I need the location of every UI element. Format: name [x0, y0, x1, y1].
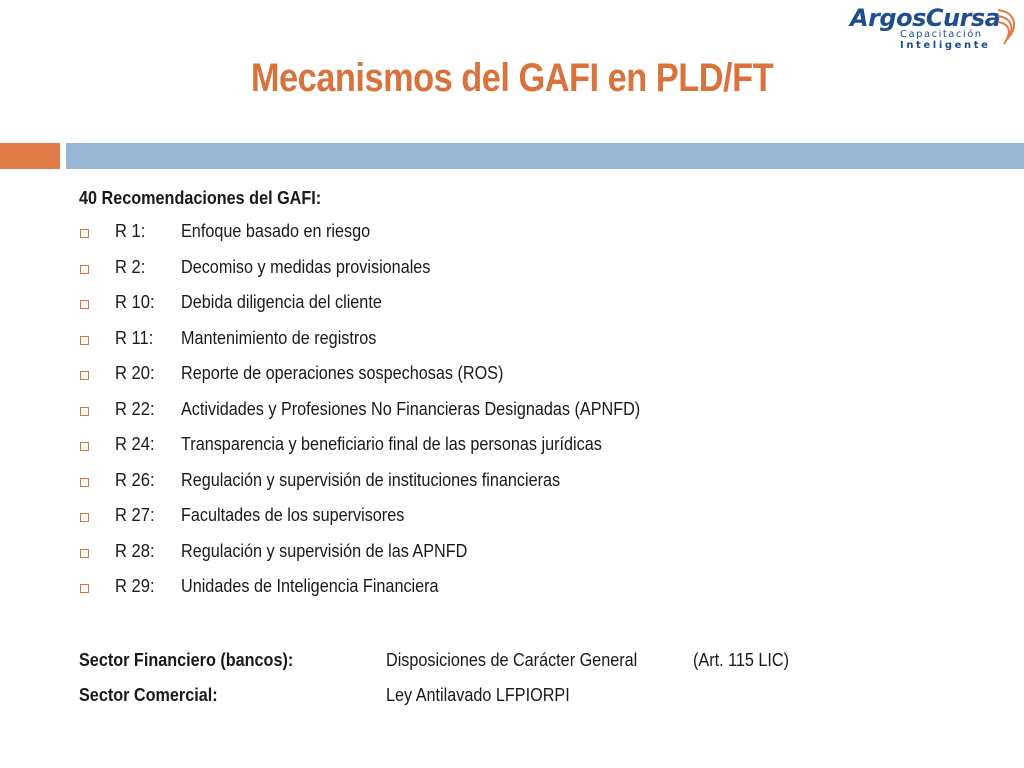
- recommendation-description: Transparencia y beneficiario final de las personas jurídicas: [181, 434, 602, 454]
- recommendation-code: R 1:: [115, 221, 146, 241]
- sector-label: Sector Comercial:: [79, 685, 218, 705]
- decorative-bar-blue: [66, 143, 1024, 169]
- decorative-bar-orange: [0, 143, 60, 169]
- square-bullet-icon: [80, 371, 89, 380]
- recommendation-code: R 27:: [115, 505, 155, 525]
- sector-label: Sector Financiero (bancos):: [79, 650, 294, 670]
- recommendation-code: R 22:: [115, 398, 155, 419]
- swoosh-icon: [996, 6, 1020, 48]
- recommendations-list: [79, 221, 1009, 612]
- square-bullet-icon: [80, 300, 89, 309]
- recommendation-description: Enfoque basado en riesgo: [181, 221, 371, 241]
- recommendation-description: Mantenimiento de registros: [181, 327, 377, 348]
- recommendation-description: Actividades y Profesiones No Financieras Designadas (APNFD): [181, 398, 641, 419]
- recommendation-code: R 28:: [115, 540, 155, 561]
- recommendation-code: R 11:: [115, 327, 154, 348]
- recommendation-code: R 26:: [115, 469, 155, 490]
- sector-financiero-row: [79, 650, 1009, 674]
- sector-regulation: Ley Antilavado LFPIORPI: [386, 685, 570, 705]
- recommendation-code: R 29:: [115, 576, 155, 596]
- square-bullet-icon: [80, 442, 89, 451]
- list-item: [79, 292, 1009, 328]
- square-bullet-icon: [80, 229, 89, 238]
- square-bullet-icon: [80, 336, 89, 345]
- list-item: [79, 363, 1009, 399]
- sector-regulation: Disposiciones de Carácter General: [386, 650, 638, 670]
- recommendations-heading: 40 Recomendaciones del GAFI:: [79, 188, 322, 208]
- logo-tagline-2: Inteligente: [900, 40, 991, 51]
- recommendation-description: Decomiso y medidas provisionales: [181, 256, 431, 277]
- recommendation-code: R 2:: [115, 256, 146, 277]
- list-item: [79, 257, 1009, 293]
- slide-content: [79, 186, 1009, 612]
- recommendation-description: Debida diligencia del cliente: [181, 292, 382, 312]
- list-item: [79, 541, 1009, 577]
- recommendation-description: Regulación y supervisión de instituciones financieras: [181, 469, 561, 490]
- square-bullet-icon: [80, 265, 89, 274]
- sector-reference: (Art. 115 LIC): [693, 650, 790, 670]
- logo: [846, 2, 1018, 50]
- recommendation-code: R 10:: [115, 292, 155, 312]
- recommendation-code: R 20:: [115, 363, 155, 383]
- list-item: [79, 328, 1009, 364]
- recommendation-code: R 24:: [115, 434, 155, 454]
- list-item: [79, 470, 1009, 506]
- slide-title: Mecanismos del GAFI en PLD/FT: [250, 56, 774, 100]
- list-item: [79, 221, 1009, 257]
- sector-comercial-row: [79, 685, 1009, 709]
- square-bullet-icon: [80, 513, 89, 522]
- list-item: [79, 434, 1009, 470]
- square-bullet-icon: [80, 584, 89, 593]
- square-bullet-icon: [80, 549, 89, 558]
- recommendation-description: Facultades de los supervisores: [181, 505, 405, 525]
- list-item: [79, 505, 1009, 541]
- square-bullet-icon: [80, 407, 89, 416]
- recommendation-description: Regulación y supervisión de las APNFD: [181, 540, 468, 561]
- logo-wordmark: ArgosCursa: [850, 4, 1001, 32]
- list-item: [79, 576, 1009, 612]
- square-bullet-icon: [80, 478, 89, 487]
- recommendation-description: Unidades de Inteligencia Financiera: [181, 576, 439, 596]
- recommendation-description: Reporte de operaciones sospechosas (ROS): [181, 363, 504, 383]
- list-item: [79, 399, 1009, 435]
- logo-tagline-1: Capacitación: [900, 29, 983, 40]
